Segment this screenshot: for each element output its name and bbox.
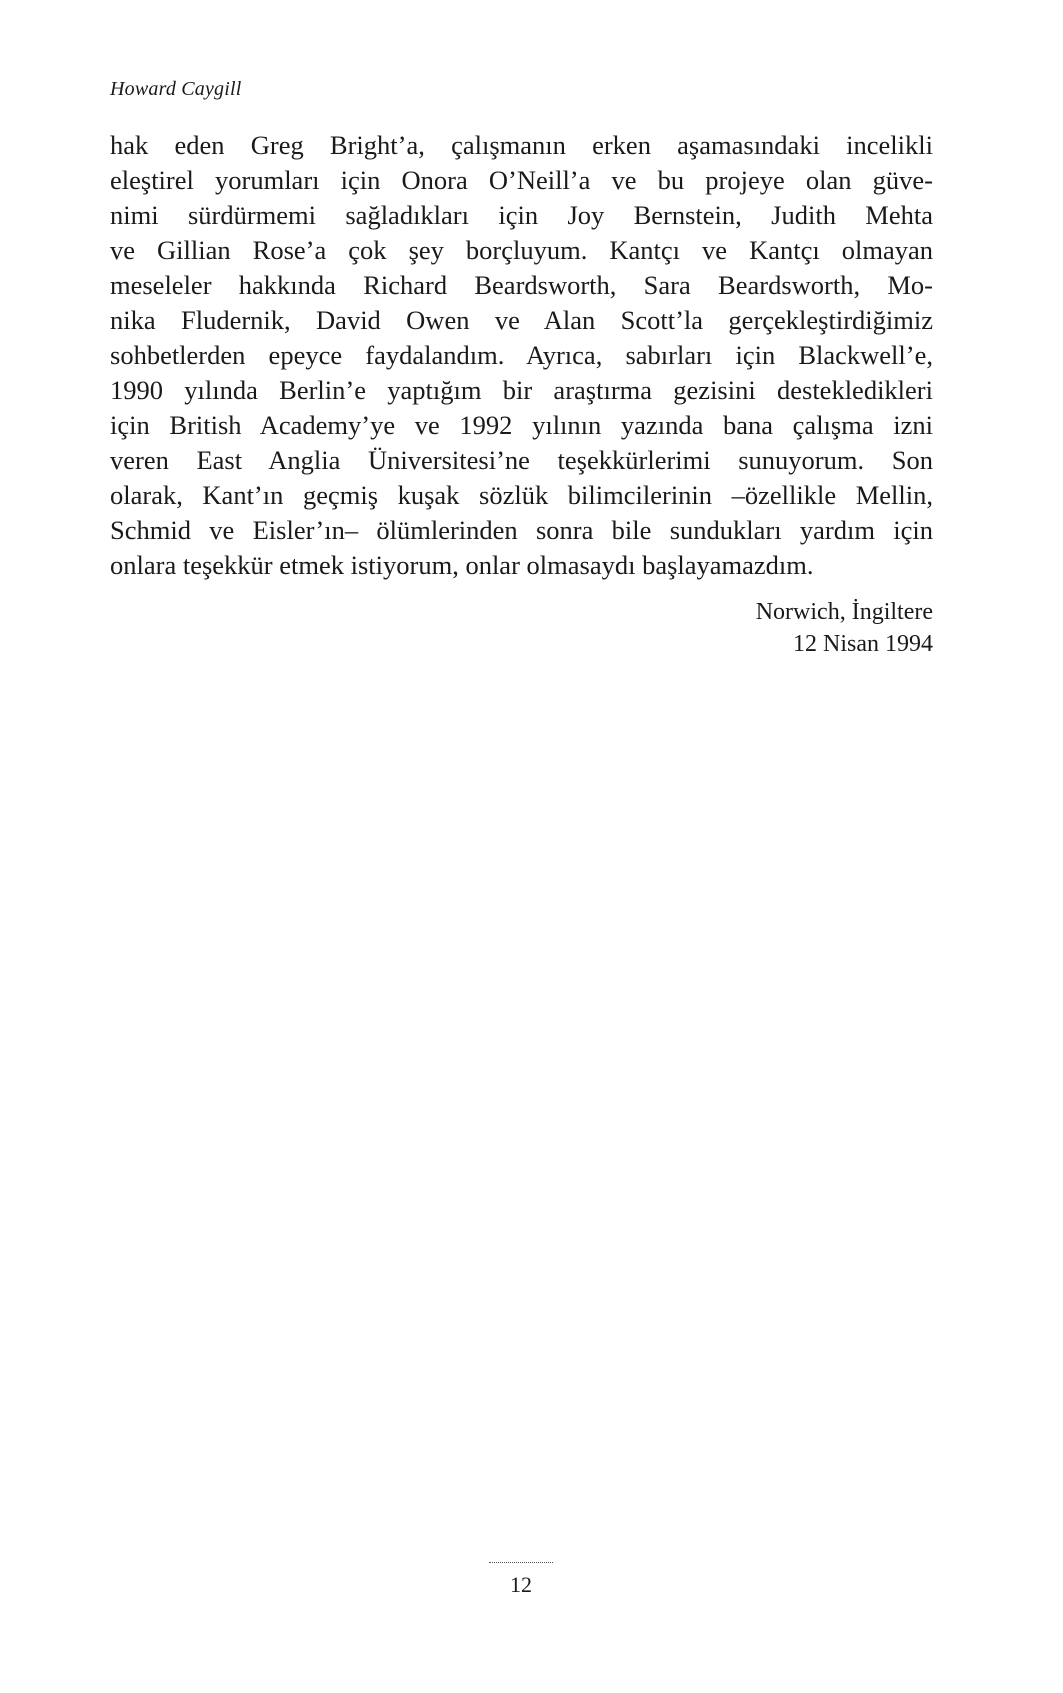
body-line: olarak, Kant’ın geçmiş kuşak sözlük bilimcilerinin –özellikle Mellin,	[110, 480, 933, 510]
body-line: Schmid ve Eisler’ın– ölümlerinden sonra bile sundukları yardım için	[110, 515, 933, 545]
body-line: eleştirel yorumları için Onora O’Neill’a ve bu projeye olan güve-	[110, 165, 933, 195]
body-line: nimi sürdürmemi sağladıkları için Joy Bernstein, Judith Mehta	[110, 200, 933, 230]
signoff-place: Norwich, İngiltere	[755, 599, 933, 625]
body-line: için British Academy’ye ve 1992 yılının yazında bana çalışma izni	[110, 410, 933, 440]
body-paragraph	[110, 128, 933, 583]
body-line: nika Fludernik, David Owen ve Alan Scott’la gerçekleştirdiğimiz	[110, 305, 933, 335]
body-line: ve Gillian Rose’a çok şey borçluyum. Kantçı ve Kantçı olmayan	[110, 235, 933, 265]
page-number: 12	[510, 1572, 532, 1597]
body-line: onlara teşekkür etmek istiyorum, onlar olmasaydı başlayamazdım.	[110, 550, 814, 580]
signoff-date: 12 Nisan 1994	[793, 631, 933, 657]
body-line: sohbetlerden epeyce faydalandım. Ayrıca, sabırları için Blackwell’e,	[110, 340, 933, 370]
signoff	[756, 596, 933, 660]
body-line: hak eden Greg Bright’a, çalışmanın erken aşamasındaki incelikli	[110, 130, 933, 160]
running-head: Howard Caygill	[110, 78, 242, 100]
body-line: meseleler hakkında Richard Beardsworth, Sara Beardsworth, Mo-	[110, 270, 933, 300]
page-number-rule	[489, 1562, 553, 1563]
body-line: veren East Anglia Üniversitesi’ne teşekkürlerimi sunuyorum. Son	[110, 445, 933, 475]
body-line: 1990 yılında Berlin’e yaptığım bir araştırma gezisini destekledikleri	[110, 375, 933, 405]
